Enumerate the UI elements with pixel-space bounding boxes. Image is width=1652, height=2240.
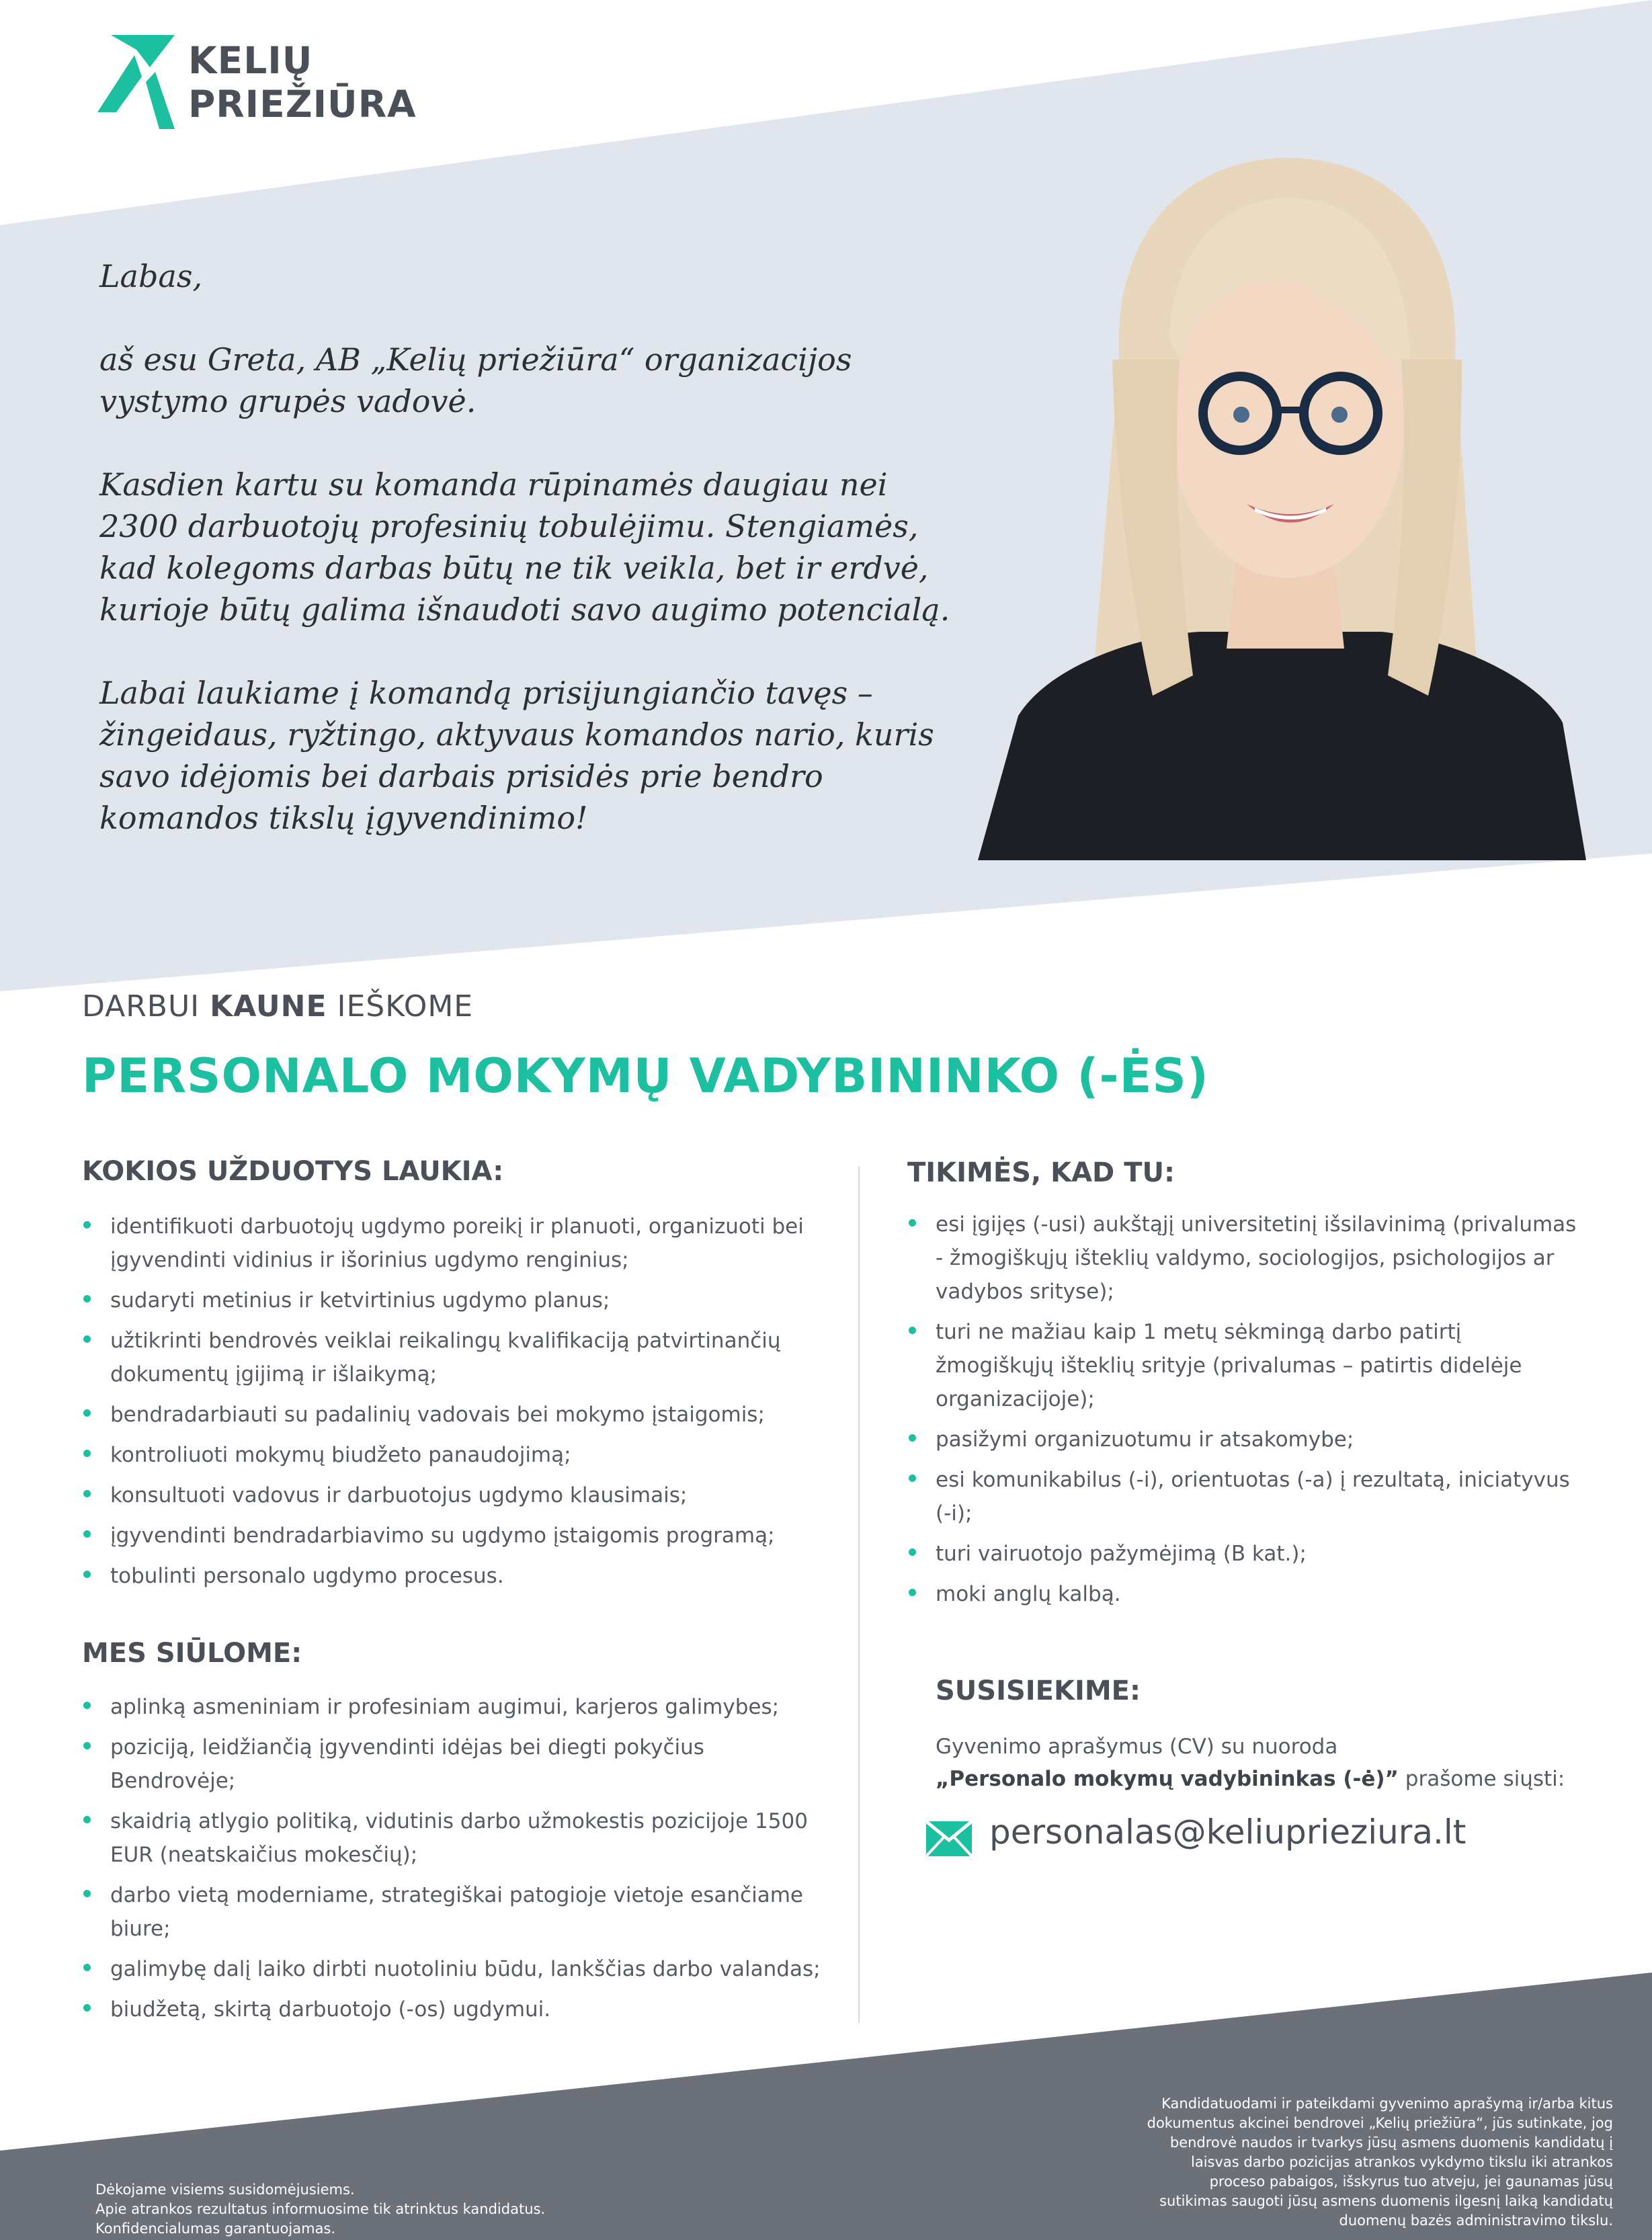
- footer-line: Konfidencialumas garantuojamas.: [95, 2221, 336, 2237]
- envelope-icon: [926, 1821, 972, 1856]
- list-item-text: darbo vietą moderniame, strategiškai patogioje vietoje esančiame biure;: [110, 1883, 803, 1941]
- column-divider: [858, 1166, 860, 2023]
- footer-line: duomenų bazės administravimo tikslu.: [1339, 2212, 1613, 2229]
- list-item-text: turi ne mažiau kaip 1 metų sėkmingą darbo patirtį žmogiškųjų išteklių srityje (privalumas – patirtis didelėje organizacijoje);: [936, 1320, 1522, 1411]
- letter-paragraph-2: Kasdien kartu su komanda rūpinamės daugiau nei 2300 darbuotojų profesinių tobulėjimu. Stengiamės, kad kolegoms darbas būtų ne tik veikla, bet ir erdvė, kurioje būtų galima išnaudoti savo augimo potencialą.: [99, 466, 950, 628]
- list-item: [907, 1577, 1579, 1611]
- bullet-icon: [909, 1548, 916, 1556]
- bullet-icon: [909, 1589, 916, 1596]
- portrait-photo: [978, 138, 1596, 860]
- footer-line: proceso pabaigos, išskyrus tuo atveju, jei gaunamas jūsų: [1209, 2173, 1613, 2190]
- letter-paragraph-3: Labai laukiame į komandą prisijungiančio tavęs – žingeidaus, ryžtingo, aktyvaus komandos nario, kuris savo idėjomis bei darbais prisidės prie bendro komandos tikslų įgyvendinimo!: [99, 675, 934, 836]
- job-title: PERSONALO MOKYMŲ VADYBININKO (-ĖS): [82, 1048, 1209, 1104]
- bullet-icon: [909, 1475, 916, 1482]
- list-item-text: pasižymi organizuotumu ir atsakomybe;: [936, 1427, 1354, 1452]
- letter-paragraph-1: aš esu Greta, AB „Kelių priežiūra“ organizacijos vystymo grupės vadovė.: [99, 341, 852, 419]
- bullet-icon: [83, 1890, 91, 1897]
- list-item: [82, 1398, 835, 1432]
- list-item: [82, 1731, 835, 1798]
- footer-line: dokumentus akcinei bendrovei „Kelių priežiūra“, jūs sutinkate, jog: [1147, 2115, 1613, 2131]
- list-item-text: užtikrinti bendrovės veiklai reikalingų kvalifikaciją patvirtinančių dokumentų įgijimą ir išlaikymą;: [110, 1329, 781, 1386]
- list-item: [82, 1324, 835, 1391]
- bullet-icon: [83, 1295, 91, 1302]
- bullet-icon: [909, 1434, 916, 1442]
- list-item: [907, 1537, 1579, 1571]
- footer-line: Dėkojame visiems susidomėjusiems.: [95, 2182, 355, 2198]
- list-item: [82, 1805, 835, 1872]
- lead-text-2: IEŠKOME: [327, 989, 474, 1024]
- contact-instructions: [936, 1731, 1608, 1795]
- lead-text-1: DARBUI: [82, 989, 210, 1024]
- logo-wordmark: [188, 39, 417, 126]
- list-item-text: biudžetą, skirtą darbuotojo (-os) ugdymui.: [110, 1997, 551, 2022]
- contact-line-2: [936, 1763, 1608, 1795]
- letter-greeting: Labas,: [99, 258, 203, 294]
- list-item: [907, 1315, 1579, 1416]
- list-item: [82, 1952, 835, 1986]
- contact-position-ref: „Personalo mokymų vadybininkas (-ė)”: [936, 1767, 1399, 1791]
- list-item-text: turi vairuotojo pažymėjimą (B kat.);: [936, 1542, 1307, 1566]
- list-item: [82, 1210, 835, 1277]
- bullet-icon: [83, 1816, 91, 1823]
- footer-left-note: [95, 2180, 545, 2239]
- bullet-icon: [909, 1327, 916, 1334]
- list-item-text: sudaryti metinius ir ketvirtinius ugdymo planus;: [110, 1288, 610, 1313]
- job-lead: [82, 989, 473, 1024]
- footer-line: sutikimas saugoti jūsų asmens duomenis ilgesnį laiką kandidatų: [1159, 2193, 1613, 2209]
- bullet-icon: [83, 1221, 91, 1229]
- list-item-text: skaidrią atlygio politiką, vidutinis darbo užmokestis pozicijoje 1500 EUR (neatskaičius mokesčių);: [110, 1809, 808, 1867]
- list-item-text: moki anglų kalbą.: [936, 1582, 1121, 1606]
- list-item: [82, 1479, 835, 1512]
- expect-heading: TIKIMĖS, KAD TU:: [907, 1157, 1175, 1188]
- list-item: [907, 1423, 1579, 1456]
- list-item-text: kontroliuoti mokymų biudžeto panaudojimą;: [110, 1443, 571, 1467]
- intro-letter: [99, 255, 966, 880]
- list-item: [82, 1559, 835, 1593]
- footer-line: laisvas darbo pozicijas atrankos vykdymo tikslu iki atrankos: [1191, 2154, 1613, 2170]
- contact-email-link[interactable]: personalas@keliuprieziura.lt: [989, 1813, 1467, 1852]
- bullet-icon: [83, 1702, 91, 1709]
- list-item: [82, 1690, 835, 1724]
- list-item: [907, 1208, 1579, 1309]
- logo-line-2: PRIEŽIŪRA: [188, 83, 417, 126]
- bullet-icon: [83, 2004, 91, 2011]
- bullet-icon: [83, 1450, 91, 1457]
- footer-line: Kandidatuodami ir pateikdami gyvenimo aprašymą ir/arba kitus: [1161, 2096, 1613, 2112]
- tasks-list: [82, 1210, 835, 1600]
- bullet-icon: [83, 1742, 91, 1749]
- list-item-text: esi komunikabilus (-i), orientuotas (-a) į rezultatą, iniciatyvus (-i);: [936, 1468, 1570, 1526]
- list-item-text: identifikuoti darbuotojų ugdymo poreikį ir planuoti, organizuoti bei įgyvendinti vidinius ir išorinius ugdymo renginius;: [110, 1214, 804, 1272]
- bullet-icon: [83, 1409, 91, 1417]
- footer-privacy-note: [1054, 2094, 1613, 2231]
- list-item-text: įgyvendinti bendradarbiavimo su ugdymo įstaigomis programą;: [110, 1524, 775, 1548]
- bullet-icon: [909, 1219, 916, 1227]
- contact-line-2-rest: prašome siųsti:: [1398, 1767, 1565, 1791]
- footer-line: Apie atrankos rezultatus informuosime tik atrinktus kandidatus.: [95, 2201, 546, 2217]
- logo-line-1: KELIŲ: [188, 39, 313, 82]
- contact-heading: SUSISIEKIME:: [936, 1675, 1141, 1706]
- offer-list: [82, 1690, 835, 2033]
- logo-mark-icon: [97, 35, 175, 129]
- list-item-text: poziciją, leidžiančią įgyvendinti idėjas bei diegti pokyčius Bendrovėje;: [110, 1735, 704, 1793]
- list-item-text: konsultuoti vadovus ir darbuotojus ugdymo klausimais;: [110, 1483, 688, 1507]
- bullet-icon: [83, 1571, 91, 1578]
- list-item: [82, 1878, 835, 1946]
- bullet-icon: [83, 1490, 91, 1497]
- tasks-heading: KOKIOS UŽDUOTYS LAUKIA:: [82, 1156, 504, 1187]
- list-item-text: aplinką asmeniniam ir profesiniam augimui, karjeros galimybes;: [110, 1695, 780, 1719]
- bullet-icon: [83, 1335, 91, 1343]
- list-item: [82, 1993, 835, 2026]
- list-item: [907, 1463, 1579, 1530]
- bullet-icon: [83, 1530, 91, 1538]
- list-item: [82, 1438, 835, 1472]
- list-item: [82, 1284, 835, 1317]
- bullet-icon: [83, 1964, 91, 1971]
- contact-line-1: Gyvenimo aprašymus (CV) su nuoroda: [936, 1735, 1338, 1759]
- list-item-text: galimybę dalį laiko dirbti nuotoliniu būdu, lankščias darbo valandas;: [110, 1957, 821, 1981]
- lead-city: KAUNE: [210, 989, 327, 1024]
- footer-line: bendrovė naudos ir tvarkys jūsų asmens duomenis kandidatų į: [1169, 2134, 1613, 2151]
- list-item-text: tobulinti personalo ugdymo procesus.: [110, 1564, 504, 1588]
- offer-heading: MES SIŪLOME:: [82, 1638, 302, 1669]
- list-item-text: esi įgijęs (-usi) aukštąjį universitetinį išsilavinimą (privalumas - žmogiškųjų išteklių valdymo, sociologijos, psichologijos ar vadybos srityse);: [936, 1212, 1577, 1304]
- list-item: [82, 1519, 835, 1552]
- list-item-text: bendradarbiauti su padalinių vadovais bei mokymo įstaigomis;: [110, 1403, 765, 1427]
- expect-list: [907, 1208, 1579, 1618]
